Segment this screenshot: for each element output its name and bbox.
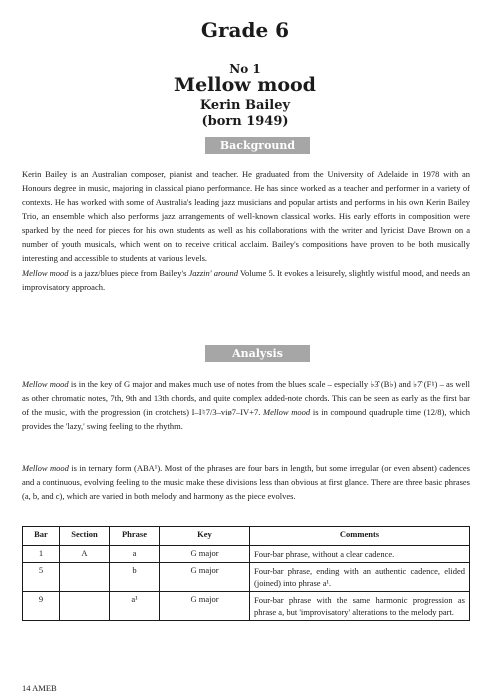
cell-section [60,563,110,592]
background-paragraph-2 [22,266,470,294]
piece-title-ref: Mellow mood [22,268,69,278]
cell-comment: Four-bar phrase with the same harmonic progression as phrase a, but 'improvisatory' alterations to the melody part. [250,592,470,621]
page-footer: 14 AMEB [22,683,57,693]
composer-born: (born 1949) [201,114,289,129]
grade-heading: Grade 6 [200,18,290,42]
table-row [23,592,470,621]
header-comments: Comments [250,527,470,546]
header-phrase: Phrase [110,527,160,546]
cell-section: A [60,546,110,563]
paragraph-text: is in ternary form (ABA¹). Most of the phrases are four bars in length, but some irregular (or even absent) cadences and a continuous, evolving feeling to the music make these divisions less than obvious at first glance. There are three basic phrases (a, b, and c), which are varied in both melody and harmony as the piece evolves. [22,463,470,501]
header-section: Section [60,527,110,546]
cell-bar: 5 [23,563,60,592]
cell-bar: 9 [23,592,60,621]
header-key: Key [160,527,250,546]
header-bar: Bar [23,527,60,546]
cell-key: G major [160,592,250,621]
piece-title: Mellow mood [174,74,316,96]
table-row [23,546,470,563]
composer-name: Kerin Bailey [199,98,291,113]
cell-phrase: a¹ [110,592,160,621]
cell-comment: Four-bar phrase, without a clear cadence. [250,546,470,563]
cell-section [60,592,110,621]
cell-comment: Four-bar phrase, ending with an authentic cadence, elided (joined) into phrase a¹. [250,563,470,592]
piece-number: No 1 [229,62,261,76]
table-header-row [23,527,470,546]
paragraph-text: is in the key of G major and makes much use of notes from the blues scale – especially ♭3̂ (B♭) and ♭7̂ (F♮) – as well as other chromatic notes, 7th, 9th and 13th chords, and quite complex added-note chords. This can be seen as early as the first bar of the music, with the progression (in crotchets) I–I♮7/3–viø7–IV+7. [22,379,470,417]
analysis-table [22,526,470,621]
analysis-paragraph-2 [22,461,470,503]
paragraph-text: is a jazz/blues piece from Bailey's [68,268,189,278]
analysis-paragraph-1 [22,377,470,433]
cell-phrase: a [110,546,160,563]
cell-key: G major [160,563,250,592]
cell-bar: 1 [23,546,60,563]
analysis-banner: Analysis [205,345,310,362]
background-banner: Background [205,137,310,154]
paragraph-text: is in compound quadruple time (12/8), which provides the 'lazy,' swing feeling to the rhythm. [22,407,470,431]
cell-key: G major [160,546,250,563]
cell-phrase: b [110,563,160,592]
book-title-ref: Jazzin' around [188,268,238,278]
paragraph-text: Volume 5. It evokes a leisurely, slightly wistful mood, and needs an improvisatory approach. [22,268,471,292]
piece-title-ref: Mellow mood [263,407,311,417]
piece-title-ref: Mellow mood [22,379,69,389]
background-paragraph-1: Kerin Bailey is an Australian composer, pianist and teacher. He graduated from the University of Adelaide in 1978 with an Honours degree in music, majoring in classical piano performance. He has since worked as a teacher and performer in a variety of contexts. He has worked with some of Australia's leading jazz musicians and popular artists and performs in his own Kerin Bailey Trio, an ensemble which also performs jazz arrangements of well-known classical works. His early efforts in composition were sparked by the need for pieces for his own students as well as his collaborations with the writer and lyricist Dave Brown on a number of youth musicals, which went on to receive critical acclaim. Bailey's compositions have proven to be both musically interesting and accessible to students at various levels. [22,169,470,263]
table-row [23,563,470,592]
piece-title-ref: Mellow mood [22,463,69,473]
